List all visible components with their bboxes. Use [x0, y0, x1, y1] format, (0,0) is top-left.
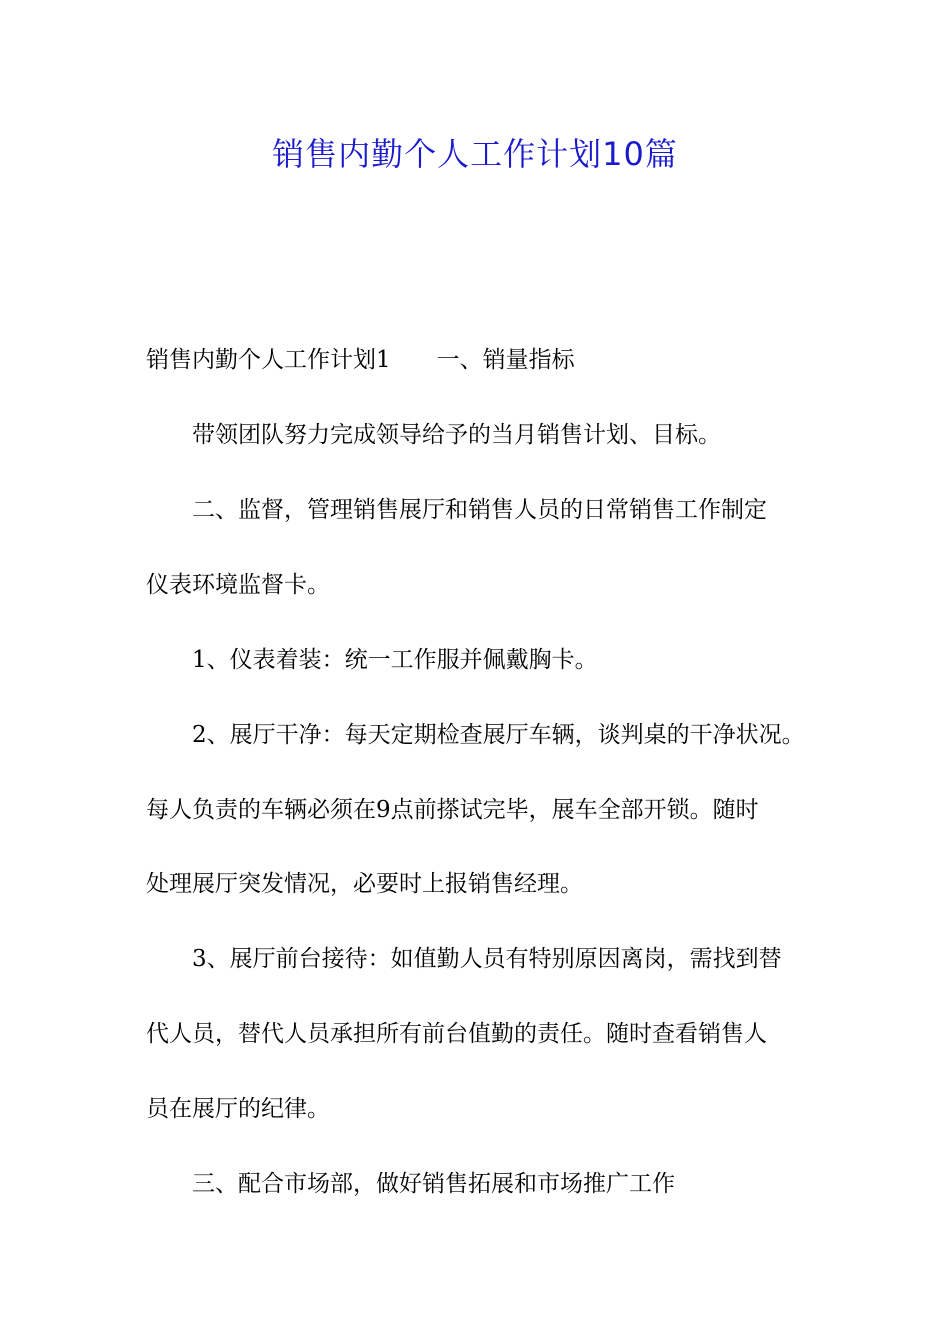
paragraph-line-4: 仪表环境监督卡。 — [146, 572, 330, 598]
paragraph-line-9: 3、展厅前台接待：如值勤人员有特别原因离岗，需找到替 — [192, 946, 782, 972]
paragraph-line-2: 带领团队努力完成领导给予的当月销售计划、目标。 — [192, 422, 721, 448]
paragraph-line-7: 每人负责的车辆必须在9点前搽试完毕，展车全部开锁。随时 — [146, 797, 759, 823]
paragraph-line-3: 二、监督，管理销售展厅和销售人员的日常销售工作制定 — [192, 497, 767, 523]
section-subheading: 一、销量指标 — [436, 347, 575, 373]
paragraph-line-10: 代人员，替代人员承担所有前台值勤的责任。随时查看销售人 — [146, 1021, 767, 1047]
section-heading: 销售内勤个人工作计划1 — [146, 347, 391, 373]
document-title: 销售内勤个人工作计划10篇 — [272, 135, 678, 173]
paragraph-line-6: 2、展厅干净：每天定期检查展厅车辆，谈判桌的干净状况。 — [192, 722, 805, 748]
paragraph-line-5: 1、仪表着装：统一工作服并佩戴胸卡。 — [192, 647, 598, 673]
paragraph-line-8: 处理展厅突发情况，必要时上报销售经理。 — [146, 871, 583, 897]
paragraph-line-12: 三、配合市场部，做好销售拓展和市场推广工作 — [192, 1171, 675, 1197]
paragraph-line-1 — [146, 344, 826, 376]
paragraph-line-11: 员在展厅的纪律。 — [146, 1096, 330, 1122]
